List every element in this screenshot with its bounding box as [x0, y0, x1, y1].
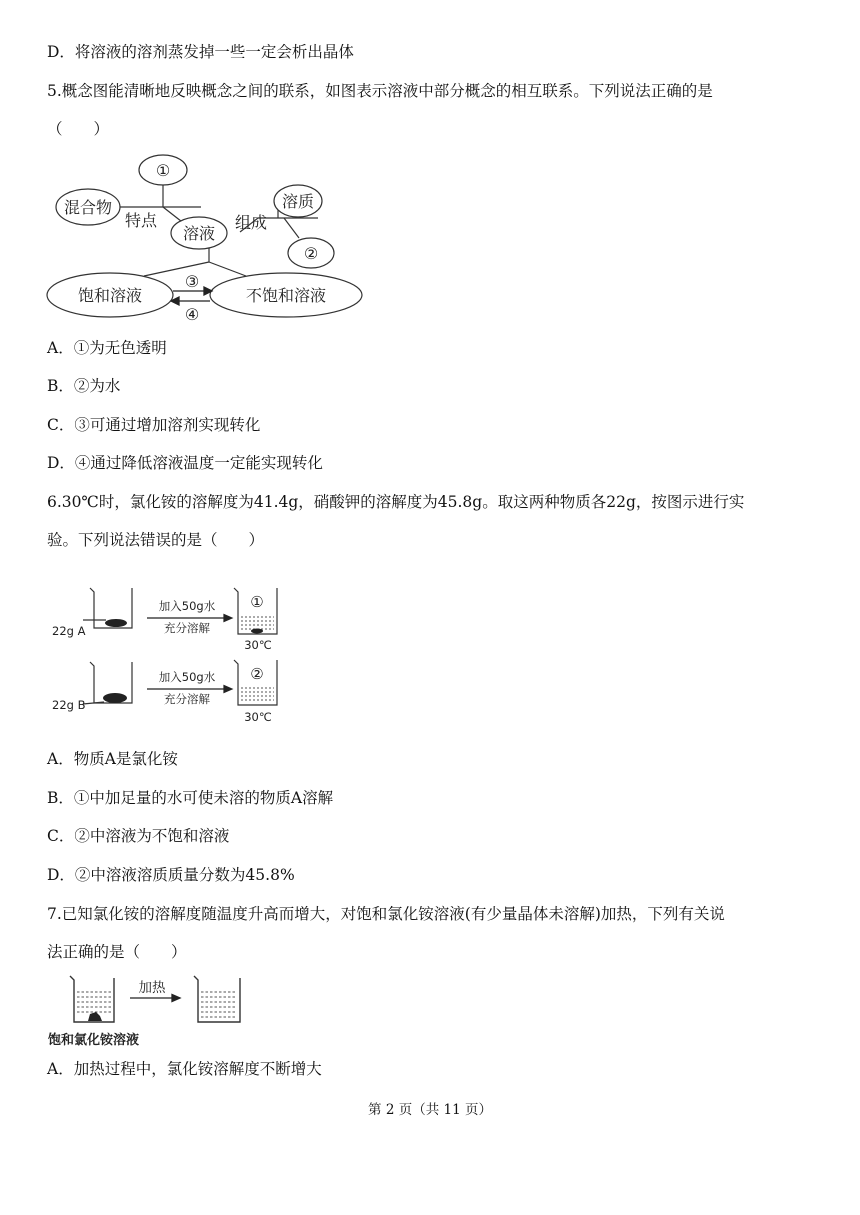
q6-option-b: B．①中加足量的水可使未溶的物质A溶解 — [47, 789, 334, 807]
node-2-label: ② — [303, 244, 319, 263]
compose-label: 组成 — [234, 213, 268, 232]
q5-option-b: B．②为水 — [47, 377, 121, 395]
arrow-bottom-text-2: 充分溶解 — [164, 692, 210, 706]
label-22g-a: 22g A — [52, 624, 86, 638]
node-4-label: ④ — [184, 305, 200, 324]
q6-stem-line2: 验。下列说法错误的是（ ） — [47, 531, 265, 549]
page-footer: 第 2 页（共 11 页） — [368, 1102, 492, 1118]
q5-stem-line1: 5.概念图能清晰地反映概念之间的联系，如图表示溶液中部分概念的相互联系。下列说法正确的是 — [47, 82, 713, 100]
q5-option-a: A．①为无色透明 — [47, 339, 167, 357]
q4-option-d: D．将溶液的溶剂蒸发掉一些一定会析出晶体 — [47, 43, 354, 61]
beaker-after — [194, 976, 240, 1022]
q5-stem-line2: （ ） — [47, 120, 110, 138]
solute-label: 溶质 — [281, 192, 315, 211]
node-1-label: ① — [155, 161, 171, 180]
solid-b — [103, 693, 127, 703]
solution-label: 溶液 — [182, 224, 216, 243]
node-3-label: ③ — [184, 272, 200, 291]
q6-option-c: C．②中溶液为不饱和溶液 — [47, 827, 230, 845]
label-22g-b: 22g B — [52, 698, 86, 712]
beaker-1-mark: ① — [250, 593, 264, 611]
temp-label-1: 30℃ — [244, 638, 272, 652]
feature-label: 特点 — [124, 211, 158, 230]
q5-option-d: D．④通过降低溶液温度一定能实现转化 — [47, 454, 323, 472]
saturated-solution-caption: 饱和氯化铵溶液 — [48, 1033, 140, 1048]
q7-option-a: A．加热过程中，氯化铵溶解度不断增大 — [47, 1060, 322, 1078]
mixture-label: 混合物 — [63, 198, 113, 217]
arrow-bottom-text-1: 充分溶解 — [164, 621, 210, 635]
q6-option-d: D．②中溶液溶质质量分数为45.8% — [47, 866, 295, 884]
concept-map-figure — [46, 152, 366, 327]
heating-figure — [46, 970, 256, 1050]
arrow-top-text-1: 加入50g水 — [158, 599, 216, 613]
q7-stem-line1: 7.已知氯化铵的溶解度随温度升高而增大，对饱和氯化铵溶液(有少量晶体未溶解)加热，下列有关说 — [47, 905, 725, 923]
undissolved-a — [251, 629, 263, 634]
unsaturated-label: 不饱和溶液 — [245, 286, 327, 305]
beaker-experiment-figure — [46, 582, 296, 727]
q6-option-a: A．物质A是氯化铵 — [47, 750, 178, 768]
saturated-label: 饱和溶液 — [77, 286, 143, 305]
q5-option-c: C．③可通过增加溶剂实现转化 — [47, 416, 261, 434]
beaker-2-mark: ② — [250, 665, 264, 683]
solid-a — [105, 619, 127, 627]
arrow-top-text-2: 加入50g水 — [158, 670, 216, 684]
undissolved-crystal — [88, 1012, 102, 1021]
temp-label-2: 30℃ — [244, 710, 272, 724]
q7-stem-line2: 法正确的是（ ） — [47, 943, 187, 961]
q6-stem-line1: 6.30℃时，氯化铵的溶解度为41.4g，硝酸钾的溶解度为45.8g。取这两种物质各22g，按图示进行实 — [47, 493, 745, 511]
heat-arrow-label: 加热 — [138, 980, 166, 996]
